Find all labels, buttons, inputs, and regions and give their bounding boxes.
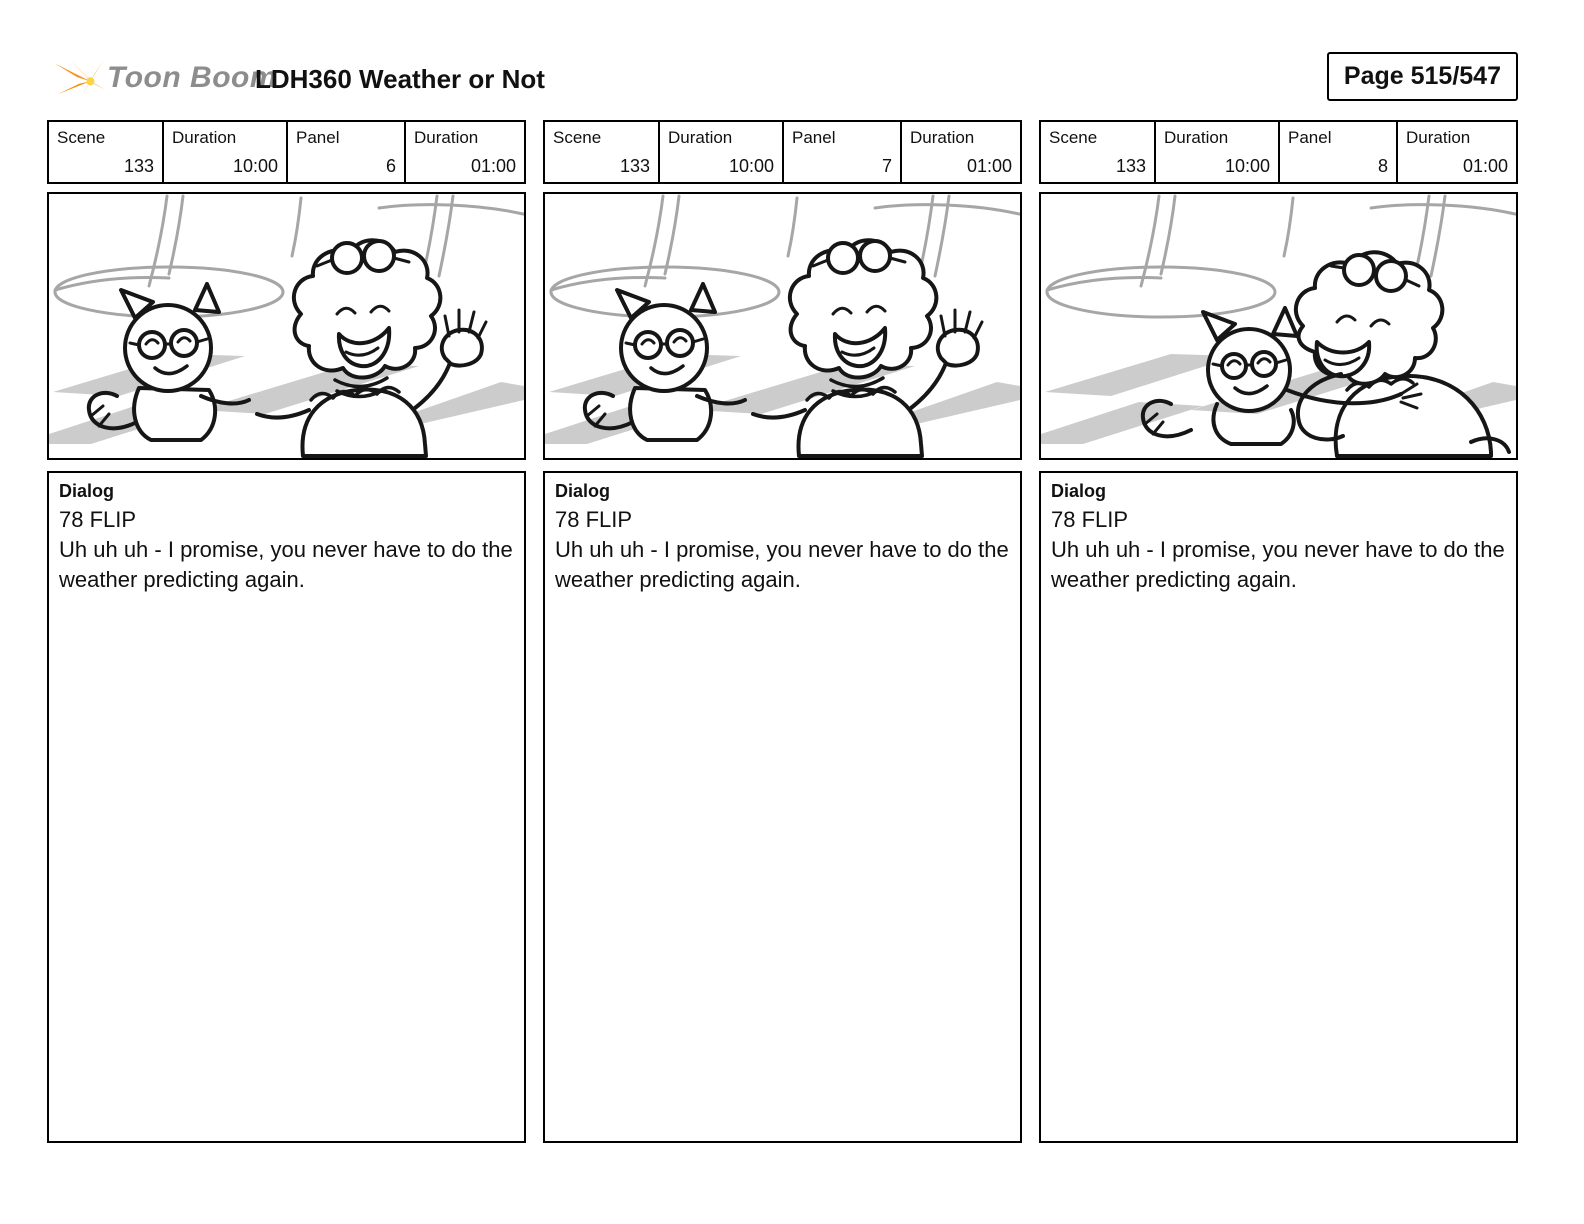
panel-cell xyxy=(1280,122,1398,182)
panel-meta-table xyxy=(1039,120,1518,184)
panel-duration-value: 01:00 xyxy=(470,156,516,176)
toonboom-logo-text: Toon Boom xyxy=(107,61,278,94)
storyboard-sketch xyxy=(49,194,524,458)
scene-duration-cell xyxy=(660,122,784,182)
panel-duration-value: 01:00 xyxy=(966,156,1012,176)
panel-meta-table xyxy=(47,120,526,184)
panel-duration-value: 01:00 xyxy=(1462,156,1508,176)
scene-cell xyxy=(545,122,660,182)
panel-column-6 xyxy=(47,120,526,1143)
dialog-text: Uh uh uh - I promise, you never have to do the weather predicting again. xyxy=(555,537,1009,592)
panel-value: 7 xyxy=(881,156,892,176)
panel-column-7 xyxy=(543,120,1022,1143)
scene-value: 133 xyxy=(619,156,650,176)
panel-label: Panel xyxy=(792,128,836,147)
panel-duration-label: Duration xyxy=(1406,128,1471,147)
scene-duration-cell xyxy=(1156,122,1280,182)
dialog-cue: 78 FLIP xyxy=(59,507,137,532)
scene-duration-label: Duration xyxy=(1164,128,1229,147)
dialog-box xyxy=(47,471,526,1143)
panel-duration-label: Duration xyxy=(910,128,975,147)
scene-duration-value: 10:00 xyxy=(728,156,774,176)
page-number-badge: Page 515/547 xyxy=(1327,52,1518,101)
panel-column-8 xyxy=(1039,120,1518,1143)
dialog-box xyxy=(543,471,1022,1143)
panel-label: Panel xyxy=(1288,128,1332,147)
scene-duration-value: 10:00 xyxy=(232,156,278,176)
dialog-label: Dialog xyxy=(59,481,115,501)
panel-value: 8 xyxy=(1377,156,1388,176)
panel-label: Panel xyxy=(296,128,340,147)
dialog-box xyxy=(1039,471,1518,1143)
panel-image-frame xyxy=(1039,192,1518,460)
panel-columns xyxy=(47,120,1518,1143)
storyboard-sketch xyxy=(1041,194,1516,458)
panel-meta-table xyxy=(543,120,1022,184)
scene-duration-value: 10:00 xyxy=(1224,156,1270,176)
scene-label: Scene xyxy=(1049,128,1098,147)
dialog-label: Dialog xyxy=(1051,481,1107,501)
scene-duration-label: Duration xyxy=(668,128,733,147)
scene-cell xyxy=(49,122,164,182)
page-header xyxy=(47,50,1518,108)
panel-cell xyxy=(288,122,406,182)
panel-image-frame xyxy=(543,192,1022,460)
panel-duration-label: Duration xyxy=(414,128,479,147)
toonboom-burst-icon xyxy=(53,56,105,100)
panel-cell xyxy=(784,122,902,182)
scene-label: Scene xyxy=(553,128,602,147)
panel-duration-cell xyxy=(902,122,1020,182)
scene-value: 133 xyxy=(1115,156,1146,176)
panel-value: 6 xyxy=(385,156,396,176)
toonboom-logo xyxy=(53,56,277,100)
document-title: LDH360 Weather or Not xyxy=(255,64,545,94)
dialog-label: Dialog xyxy=(555,481,611,501)
panel-duration-cell xyxy=(406,122,524,182)
scene-label: Scene xyxy=(57,128,106,147)
dialog-text: Uh uh uh - I promise, you never have to do the weather predicting again. xyxy=(1051,537,1505,592)
dialog-cue: 78 FLIP xyxy=(1051,507,1129,532)
storyboard-sketch xyxy=(545,194,1020,458)
dialog-text: Uh uh uh - I promise, you never have to do the weather predicting again. xyxy=(59,537,513,592)
panel-image-frame xyxy=(47,192,526,460)
scene-value: 133 xyxy=(123,156,154,176)
dialog-cue: 78 FLIP xyxy=(555,507,633,532)
panel-duration-cell xyxy=(1398,122,1516,182)
scene-cell xyxy=(1041,122,1156,182)
scene-duration-label: Duration xyxy=(172,128,237,147)
scene-duration-cell xyxy=(164,122,288,182)
